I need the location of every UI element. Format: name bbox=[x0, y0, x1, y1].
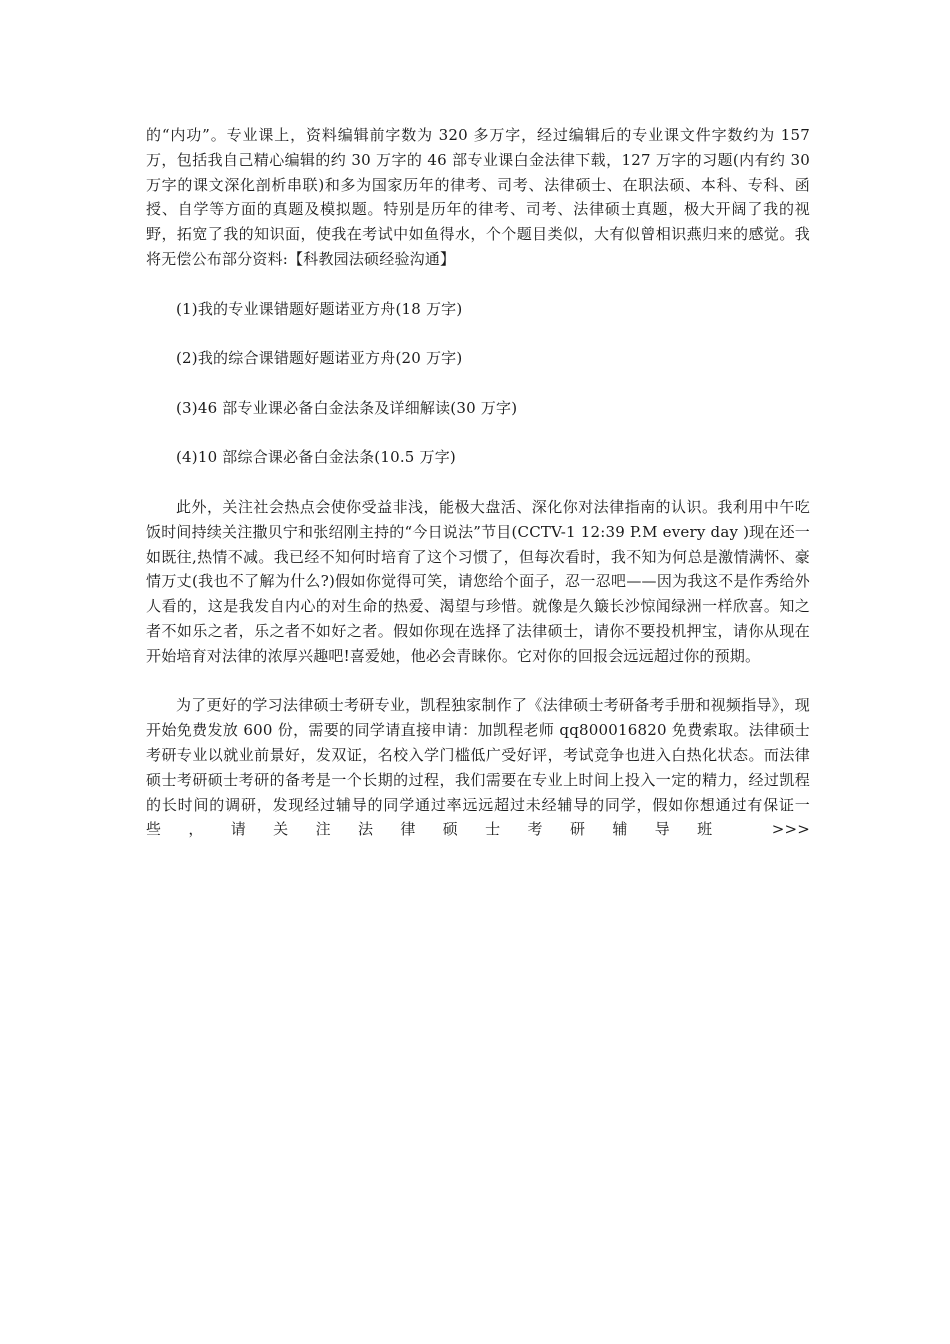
spacer bbox=[146, 669, 810, 694]
document-body bbox=[146, 123, 810, 842]
list-item: (2)我的综合课错题好题诺亚方舟(20 万字) bbox=[176, 349, 463, 368]
spacer bbox=[146, 470, 810, 495]
paragraph-social-hotspots: 此外，关注社会热点会使你受益非浅，能极大盘活、深化你对法律指南的认识。我利用中午吃饭时间持续关注撒贝宁和张绍刚主持的“今日说法”节目(CCTV-1 12:39 P.M every day )现在还一如既往,热情不减。我已经不知何时培育了这个习惯了，但每次看时，我不知为何总是激情满怀、豪情万丈(我也不了解为什么?)假如你觉得可笑，请您给个面子，忍一忍吧——因为我这不是作秀给外人看的，这是我发自内心的对生命的热爱、渴望与珍惜。就像是久簸长沙惊闻绿洲一样欣喜。知之者不如乐之者，乐之者不如好之者。假如你现在选择了法律硕士，请你不要投机押宝，请你从现在开始培育对法律的浓厚兴趣吧!喜爱她，他必会青睐你。它对你的回报会远远超过你的预期。 bbox=[146, 497, 810, 665]
list-item: (4)10 部综合课必备白金法条(10.5 万字) bbox=[176, 448, 456, 467]
spacer bbox=[146, 321, 810, 346]
spacer bbox=[146, 421, 810, 446]
list-item: (1)我的专业课错题好题诺亚方舟(18 万字) bbox=[176, 299, 463, 318]
spacer bbox=[146, 272, 810, 297]
paragraph-intro: 的“内功”。专业课上，资料编辑前字数为 320 多万字，经过编辑后的专业课文件字数约为 157 万，包括我自己精心编辑的约 30 万字的 46 部专业课白金法律下载，127 万字的习题(内有约 30 万字的课文深化剖析串联)和多为国家历年的律考、司考、法律硕士、在职法硕、本科、专科、函授、自学等方面的真题及模拟题。特别是历年的律考、司考、法律硕士真题，极大开阔了我的视野，拓宽了我的知识面，使我在考试中如鱼得水，个个题目类似，大有似曾相识燕归来的感觉。我将无偿公布部分资料:【科教园法硕经验沟通】 bbox=[146, 126, 810, 268]
spacer bbox=[146, 371, 810, 396]
paragraph-promotion: 为了更好的学习法律硕士考研专业，凯程独家制作了《法律硕士考研备考手册和视频指导》，现开始免费发放 600 份，需要的同学请直接申请：加凯程老师 qq800016820 免费索取。法律硕士考研专业以就业前景好，发双证，名校入学门槛低广受好评，考试竞争也进入白热化状态。而法律硕士考研硕士考研的备考是一个长期的过程，我们需要在专业上时间上投入一定的精力，经过凯程的长时间的调研，发现经过辅导的同学通过率远远超过未经辅导的同学，假如你想通过有保证一些，请关注法律硕士考研辅导班 >>> bbox=[146, 696, 810, 839]
list-item: (3)46 部专业课必备白金法条及详细解读(30 万字) bbox=[176, 398, 518, 417]
